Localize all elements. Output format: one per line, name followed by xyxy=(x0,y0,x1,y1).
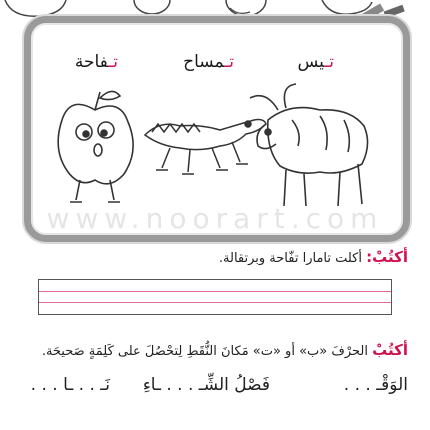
apple-drawing xyxy=(58,91,133,202)
guide-line-top xyxy=(39,291,391,292)
fill-item-3[interactable]: نَـ . . ـا . . . xyxy=(30,375,110,395)
exercise1-sentence: أكلت تامارا تفّاحة وبرتقالة. xyxy=(218,251,362,266)
exercise2-instruction: الحرْفَ «ب» أو «ت» مَكانَ النُّقَطِ لِتحْصُلَ على كَلِمَةٍ صَحيحَة. xyxy=(41,344,368,359)
fill-item-2[interactable]: فَصْلُ الشِّـ . . . ـاءِ xyxy=(142,375,270,395)
exercise1-line xyxy=(219,248,408,266)
guide-line-bottom xyxy=(39,302,391,303)
word-crocodile: تـمساح xyxy=(183,52,234,72)
fill-item-1[interactable]: الوَقْـ . . . xyxy=(343,375,408,395)
handwriting-box[interactable] xyxy=(38,279,392,315)
crocodile-drawing xyxy=(145,120,266,175)
exercise1-keyword: أكتُبْ: xyxy=(366,248,408,266)
goat-drawing xyxy=(250,84,368,206)
exercise2-keyword: أكتُبْ xyxy=(372,341,408,359)
word-goat: تـيس xyxy=(297,52,334,72)
watermark: www.noorart.com xyxy=(46,202,384,235)
picture-illustration xyxy=(40,80,380,215)
word-apple: تـفاحة xyxy=(74,52,118,72)
exercise2-line xyxy=(42,341,408,359)
